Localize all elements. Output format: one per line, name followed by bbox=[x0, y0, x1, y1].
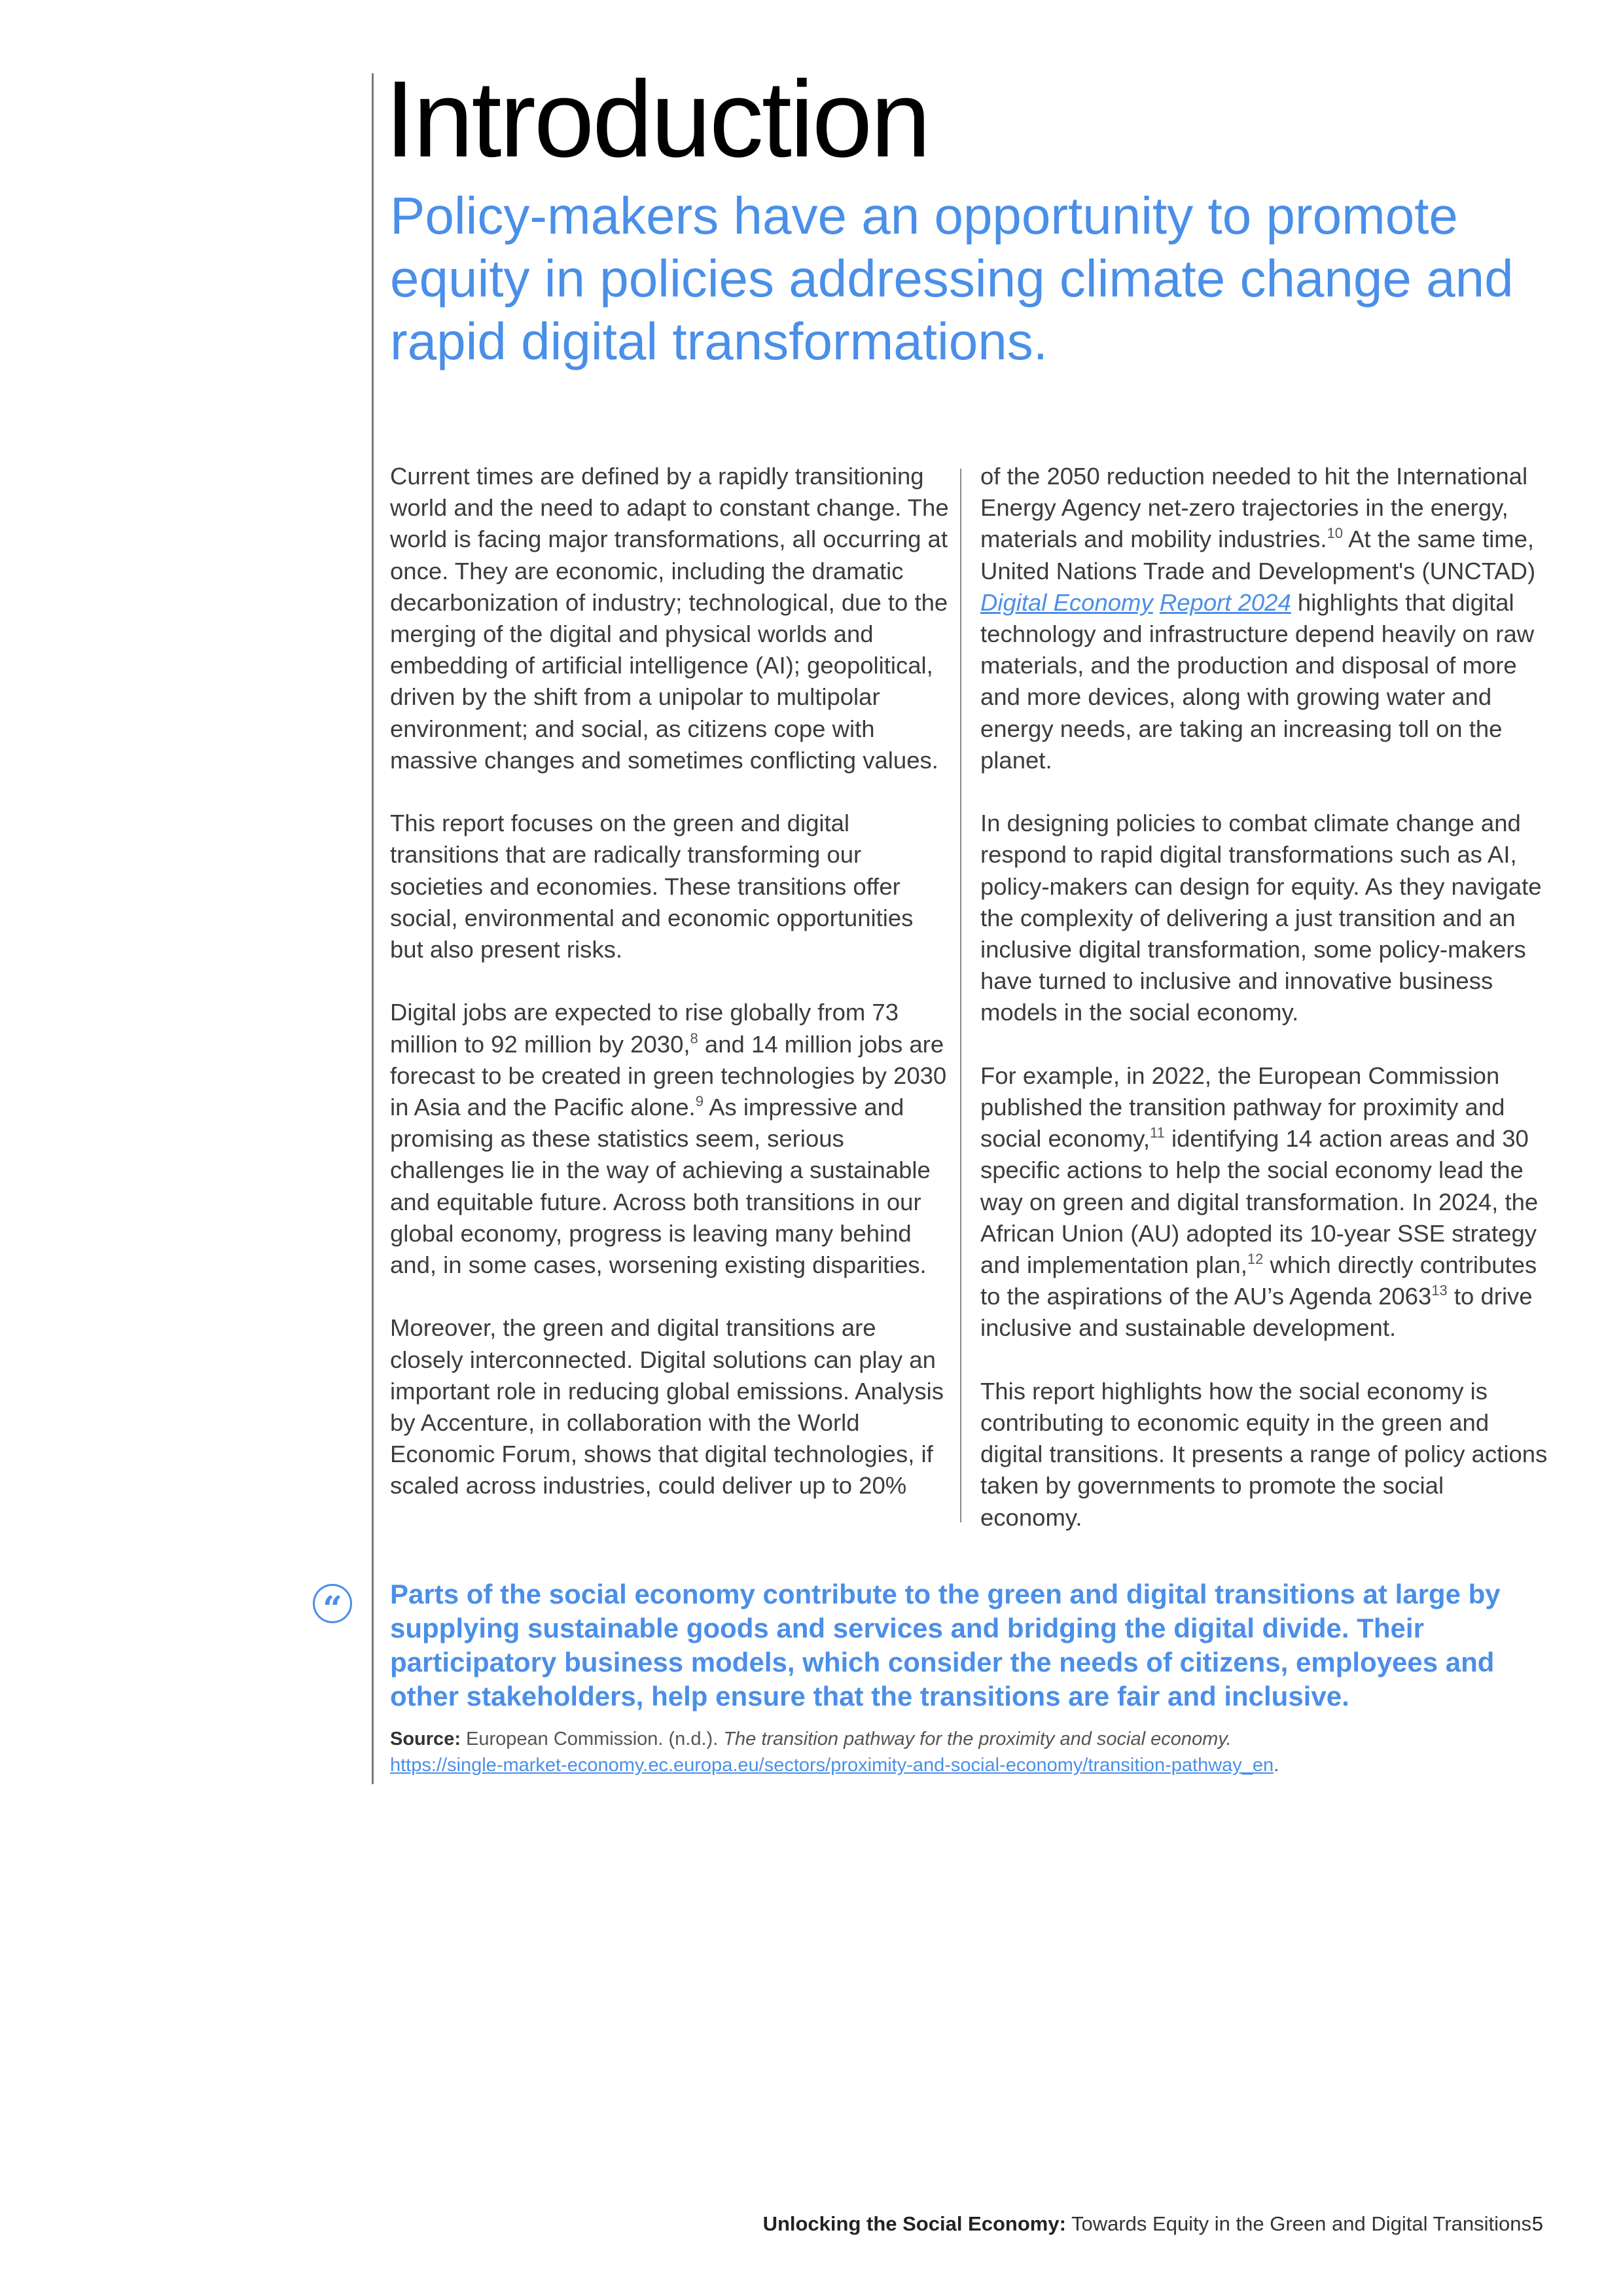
source-text: European Commission. (n.d.). bbox=[460, 1729, 724, 1749]
footnote-ref-11[interactable]: 11 bbox=[1150, 1124, 1165, 1141]
report-2024-link[interactable]: Report 2024 bbox=[1159, 588, 1291, 616]
digital-economy-link[interactable]: Digital Economy bbox=[980, 588, 1153, 616]
paragraph-text: For example, in 2022, the European Commission published the transition pathway for proximity and social economy, bbox=[980, 1062, 1505, 1153]
paragraph-text: At the same time, United Nations Trade and Development's (UNCTAD) bbox=[980, 526, 1536, 584]
paragraph-text: Digital jobs are expected to rise globally from 73 million to 92 million by 2030, bbox=[390, 999, 899, 1058]
paragraph-text: identifying 14 action areas and 30 specific actions to help the social economy lead the way on green and digital transformation. In 2024, the African Union (AU) adopted its 10-year SSE strategy and implementation plan, bbox=[980, 1125, 1539, 1279]
footnote-ref-12[interactable]: 12 bbox=[1247, 1251, 1264, 1268]
link-spacer bbox=[1153, 589, 1160, 616]
paragraph: In designing policies to combat climate change and respond to rapid digital transformations such as AI, policy-makers can design for equity. As they navigate the complexity of delivering a just transition and an inclusive digital transformation, some policy-makers have turned to inclusive and innovative business models in the social economy. bbox=[980, 810, 1542, 1026]
paragraph: This report focuses on the green and digital transitions that are radically transforming our societies and economies. These transitions offer social, environmental and economic opportunities but also present risks. bbox=[390, 810, 914, 963]
paragraph: Current times are defined by a rapidly transitioning world and the need to adapt to constant change. The world is facing major transformations, all occurring at once. They are economic, including the dramatic decarbonization of industry; technological, due to the merging of the digital and physical worlds and embedding of artificial intelligence (AI); geopolitical, driven by the shift from a unipolar to multipolar environment; and social, as citizens cope with massive changes and sometimes conflicting values. bbox=[390, 463, 949, 774]
paragraph-text: which directly contributes to the aspirations of the AU’s Agenda 2063 bbox=[980, 1251, 1537, 1310]
source-title: The transition pathway for the proximity and social economy. bbox=[723, 1729, 1232, 1749]
paragraph bbox=[390, 997, 953, 1281]
page-number: 5 bbox=[1531, 2212, 1543, 2235]
page-subtitle: Policy-makers have an opportunity to promote equity in policies addressing climate change and rapid digital transformations. bbox=[390, 187, 1514, 370]
column-divider bbox=[960, 469, 961, 1522]
footnote-ref-8[interactable]: 8 bbox=[690, 1030, 698, 1047]
source-label: Source: bbox=[390, 1729, 461, 1749]
footer-report-title: Unlocking the Social Economy: bbox=[762, 2212, 1066, 2235]
page-title: Introduction bbox=[385, 59, 929, 180]
body-column-left bbox=[390, 461, 953, 1534]
paragraph-text: As impressive and promising as these statistics seem, serious challenges lie in the way of achieving a sustainable and equitable future. Across both transitions in our global economy, progress is leaving many behind and, in some cases, worsening existing disparities. bbox=[390, 1094, 931, 1279]
source-end: . bbox=[1274, 1755, 1279, 1776]
paragraph bbox=[980, 1060, 1550, 1344]
source-url-link[interactable]: https://single-market-economy.ec.europa.eu/sectors/proximity-and-social-economy/transition-pathway_en bbox=[390, 1755, 1274, 1776]
left-vertical-rule bbox=[372, 73, 374, 1784]
quote-source bbox=[390, 1726, 1542, 1778]
footer-report-subtitle: Towards Equity in the Green and Digital Transitions bbox=[1065, 2212, 1531, 2235]
pull-quote: Parts of the social economy contribute to the green and digital transitions at large by supplying sustainable goods and services and bridging the digital divide. Their participatory business models, which consider the needs of citizens, employees and other stakeholders, help ensure that the transitions are fair and inclusive. bbox=[390, 1579, 1501, 1712]
page-footer bbox=[654, 2211, 1531, 2237]
paragraph-text: of the 2050 reduction needed to hit the International Energy Agency net-zero trajectories in the energy, materials and mobility industries. bbox=[980, 463, 1528, 553]
paragraph: This report highlights how the social economy is contributing to economic equity in the green and digital transitions. It presents a range of policy actions taken by governments to promote the social economy. bbox=[980, 1377, 1548, 1531]
quote-icon: “ bbox=[313, 1584, 352, 1623]
paragraph bbox=[980, 461, 1550, 776]
footnote-ref-9[interactable]: 9 bbox=[695, 1093, 704, 1110]
footnote-ref-10[interactable]: 10 bbox=[1327, 525, 1343, 542]
paragraph-text: to drive inclusive and sustainable development. bbox=[980, 1283, 1533, 1342]
paragraph-text: and 14 million jobs are forecast to be created in green technologies by 2030 in Asia and the Pacific alone. bbox=[390, 1030, 947, 1121]
paragraph: Moreover, the green and digital transitions are closely interconnected. Digital solutions can play an important role in reducing global emissions. Analysis by Accenture, in collaboration with the World Economic Forum, shows that digital technologies, if scaled across industries, could deliver up to 20% bbox=[390, 1314, 944, 1499]
body-column-right bbox=[980, 461, 1550, 1565]
paragraph-text: highlights that digital technology and infrastructure depend heavily on raw materials, and the production and disposal of more and more devices, along with growing water and energy needs, are taking an increasing toll on the planet. bbox=[980, 588, 1535, 774]
footnote-ref-13[interactable]: 13 bbox=[1431, 1282, 1448, 1299]
